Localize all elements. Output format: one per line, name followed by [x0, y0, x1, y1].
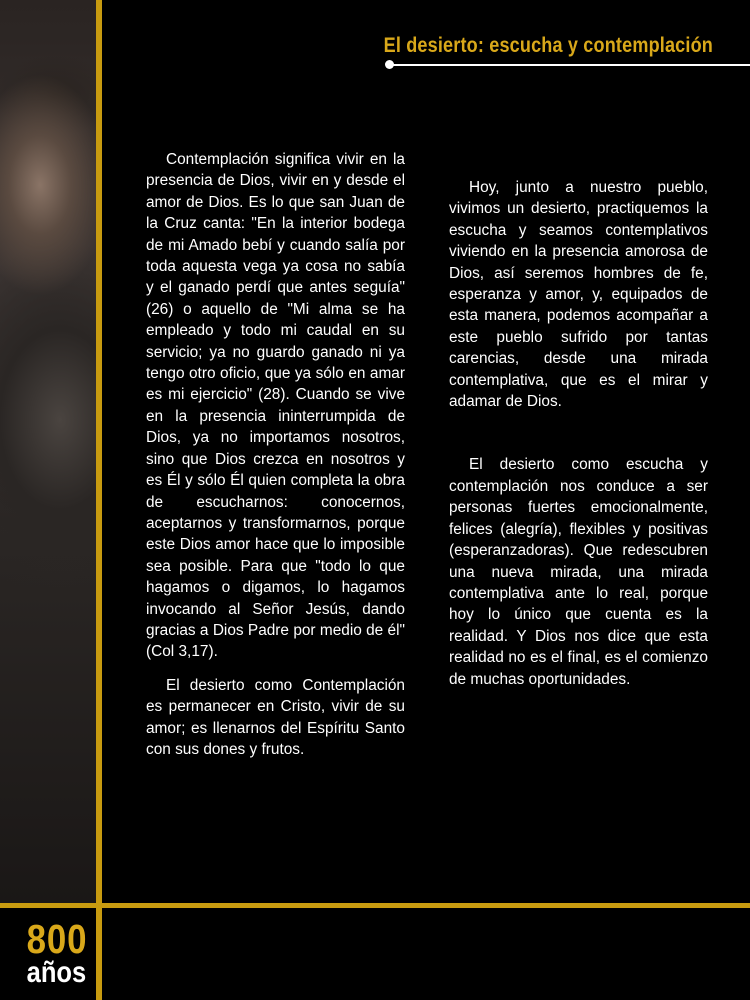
- paragraph: El desierto como escucha y contemplación nos conduce a ser personas fuertes emocionalmente, felices (alegría), flexibles y positivas (esperanzadoras). Que redescubren una nueva mirada, una mirada contemplativa ante lo real, porque hoy lo único que cuenta es la realidad. Y Dios nos dice que esta realidad no es el final, es el comienzo de muchas oportunidades.: [449, 456, 708, 688]
- title-underline: [390, 64, 750, 66]
- anniversary-logo: [22, 916, 88, 989]
- gold-horizontal-divider: [0, 903, 750, 908]
- left-text-column: [146, 149, 405, 772]
- paragraph: El desierto como Contemplación es permanecer en Cristo, vivir de su amor; es llenarnos del Espíritu Santo con sus dones y frutos.: [146, 676, 405, 758]
- saint-portrait-image: [0, 0, 96, 905]
- logo-word: años: [26, 956, 87, 989]
- right-text-column: [449, 177, 708, 702]
- section-title: El desierto: escucha y contemplación: [383, 34, 713, 57]
- logo-number: 800: [26, 916, 88, 962]
- paragraph: Hoy, junto a nuestro pueblo, vivimos un desierto, practiquemos la escucha y seamos contemplativos viviendo en la presencia amorosa de Dios, así seremos hombres de fe, esperanza y amor, y, equipados de esta manera, podemos acompañar a este pueblo sufrido por tantas carencias, desde una mirada contemplativa, que es el mirar y adamar de Dios.: [449, 179, 708, 411]
- gold-vertical-divider: [96, 0, 102, 1000]
- title-underline-dot: [385, 60, 394, 69]
- paragraph: Contemplación significa vivir en la presencia de Dios, vivir en y desde el amor de Dios. Es lo que san Juan de la Cruz canta: "En la interior bodega de mi Amado bebí y cuando salía por toda aquesta vega ya cosa no sabía y el ganado perdí que antes seguía" (26) o aquello de "Mi alma se ha empleado y todo mi caudal en su servicio; ya no guardo ganado ni ya tengo otro oficio, que ya sólo en amar es mi ejercicio" (28). Cuando se vive en la presencia ininterrumpida de Dios, ya no importamos nosotros, sino que Dios crezca en nosotros y es Él y sólo Él quien completa la obra de escucharnos: conocernos, aceptarnos y transformarnos, porque este Dios amor hace que lo imposible sea posible. Para que "todo lo que hagamos o digamos, lo hagamos invocando al Señor Jesús, dando gracias a Dios Padre por medio de él" (Col 3,17).: [146, 151, 405, 661]
